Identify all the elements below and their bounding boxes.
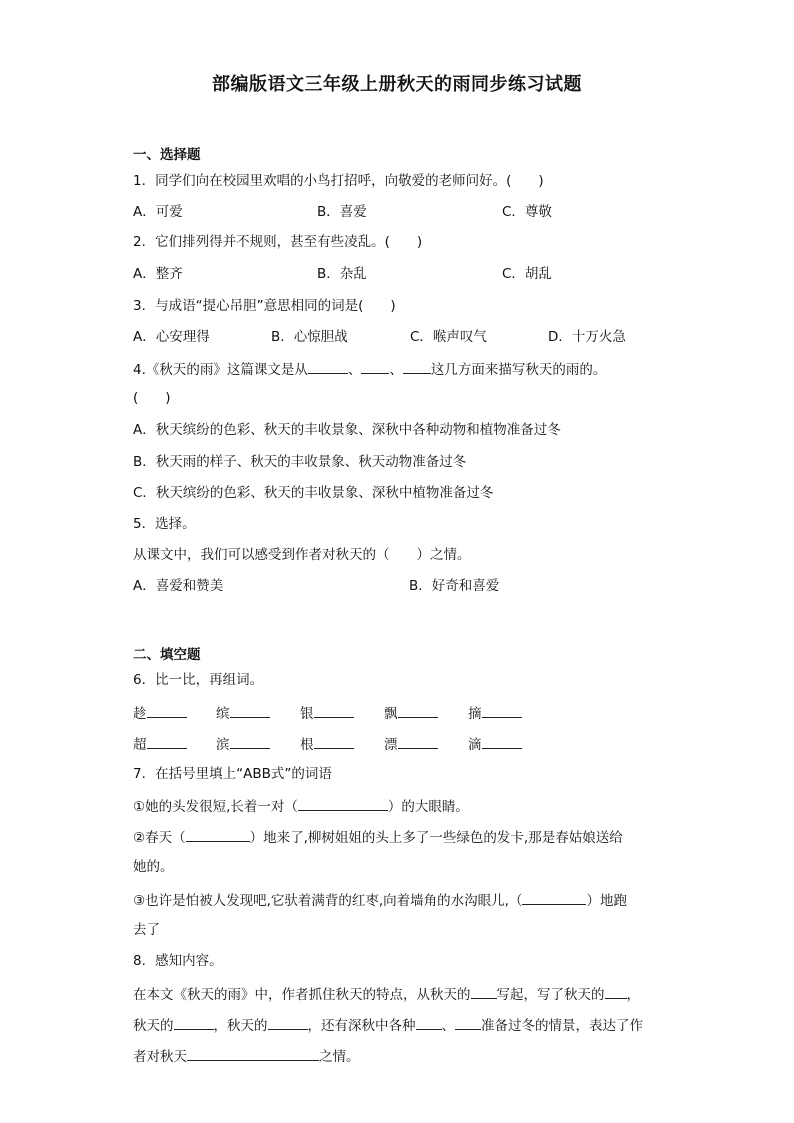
question-5-sub: 从课文中，我们可以感受到作者对秋天的（ ）之情。 xyxy=(133,547,471,563)
q6-row2-item-2: 滨 xyxy=(216,734,270,754)
q8-text: ，秋天的 xyxy=(213,1018,268,1034)
q1-option-a: A．可爱 xyxy=(133,204,183,220)
question-2-stem: 2．它们排列得并不规则，甚至有些凌乱。( ) xyxy=(133,234,423,250)
q6-row2-item-5: 滴 xyxy=(468,734,522,754)
q6-row2-item-3: 根 xyxy=(300,734,354,754)
q5-option-b: B．好奇和喜爱 xyxy=(409,578,500,594)
q6-blank[interactable] xyxy=(230,703,270,718)
q6-blank[interactable] xyxy=(398,703,438,718)
q7-s1-start: ①她的头发很短,长着一对（ xyxy=(133,799,298,815)
q8-text: 在本文《秋天的雨》中，作者抓住秋天的特点，从秋天的 xyxy=(133,987,471,1003)
q8-text: ，还有深秋中各种 xyxy=(307,1018,416,1034)
q8-text: 准备过冬的情景，表达了作 xyxy=(481,1018,643,1034)
q6-blank[interactable] xyxy=(482,703,522,718)
q8-blank-1[interactable] xyxy=(471,984,497,999)
q6-row2-item-1: 超 xyxy=(133,734,187,754)
q6-row1-item-2: 缤 xyxy=(216,703,270,723)
q8-blank-6[interactable] xyxy=(455,1015,481,1030)
q3-option-b: B．心惊胆战 xyxy=(271,329,348,345)
q6-row1-item-1: 趁 xyxy=(133,703,187,723)
q7-s3-start: ③也许是怕被人发现吧,它驮着满背的红枣,向着墙角的水沟眼儿,（ xyxy=(133,893,523,909)
q4-blank-1[interactable] xyxy=(308,359,348,374)
q4-stem-end: 这几方面来描写秋天的雨的。 xyxy=(430,362,607,378)
q7-blank-1[interactable] xyxy=(298,796,388,811)
q7-blank-2[interactable] xyxy=(186,827,250,842)
q7-s2-start: ②春天（ xyxy=(133,830,186,846)
q7-s3-end: ）地跑 xyxy=(586,893,627,909)
q7-s2-end: ）地来了,柳树姐姐的头上多了一些绿色的发卡,那是春姑娘送给 xyxy=(249,830,623,846)
section-heading-choice: 一、选择题 xyxy=(133,147,201,163)
question-8-stem: 8．感知内容。 xyxy=(133,953,223,969)
q3-option-d: D．十万火急 xyxy=(548,329,626,345)
q7-s1-end: ）的大眼睛。 xyxy=(387,799,469,815)
q8-blank-3[interactable] xyxy=(174,1015,214,1030)
q3-option-c: C．喉声叹气 xyxy=(410,329,487,345)
q8-blank-7[interactable] xyxy=(187,1046,319,1061)
q4-stem-start: 4.《秋天的雨》这篇课文是从 xyxy=(133,362,308,378)
q4-option-b: B．秋天雨的样子、秋天的丰收景象、秋天动物准备过冬 xyxy=(133,454,467,470)
q1-option-b: B．喜爱 xyxy=(317,204,367,220)
section-heading-fill: 二、填空题 xyxy=(133,647,201,663)
q2-option-c: C．胡乱 xyxy=(502,266,552,282)
question-7-stem: 7．在括号里填上“ABB式”的词语 xyxy=(133,766,332,782)
q8-line-2 xyxy=(133,1015,643,1035)
question-1-stem: 1．同学们向在校园里欢唱的小鸟打招呼，向敬爱的老师问好。( ) xyxy=(133,173,544,189)
q3-option-a: A．心安理得 xyxy=(133,329,210,345)
q6-blank[interactable] xyxy=(230,734,270,749)
q4-option-c: C．秋天缤纷的色彩、秋天的丰收景象、深秋中植物准备过冬 xyxy=(133,485,494,501)
page-title: 部编版语文三年级上册秋天的雨同步练习试题 xyxy=(212,74,582,95)
q7-sentence-3 xyxy=(133,890,627,910)
q8-blank-4[interactable] xyxy=(268,1015,308,1030)
q6-blank[interactable] xyxy=(147,734,187,749)
q8-line-1 xyxy=(133,984,640,1004)
q4-blank-2[interactable] xyxy=(361,359,389,374)
q6-blank[interactable] xyxy=(314,703,354,718)
q8-text: 者对秋天 xyxy=(133,1049,187,1065)
q6-blank[interactable] xyxy=(398,734,438,749)
q8-text: 、 xyxy=(441,1018,455,1034)
q7-sentence-2-cont: 她的。 xyxy=(133,859,174,875)
q6-row1-item-5: 摘 xyxy=(468,703,522,723)
q6-blank[interactable] xyxy=(147,703,187,718)
q4-option-a: A．秋天缤纷的色彩、秋天的丰收景象、深秋中各种动物和植物准备过冬 xyxy=(133,422,561,438)
q6-blank[interactable] xyxy=(482,734,522,749)
q7-sentence-2 xyxy=(133,827,623,847)
question-5-stem: 5．选择。 xyxy=(133,516,196,532)
q8-blank-5[interactable] xyxy=(416,1015,442,1030)
q1-option-c: C．尊敬 xyxy=(502,204,552,220)
q4-separator-2: 、 xyxy=(389,362,403,378)
q2-option-b: B．杂乱 xyxy=(317,266,367,282)
q8-text: 之情。 xyxy=(319,1049,360,1065)
q8-text: 写起，写了秋天的 xyxy=(496,987,605,1003)
question-4-stem xyxy=(133,359,606,379)
q4-answer-paren: ( ) xyxy=(133,390,171,406)
q6-row1-item-3: 银 xyxy=(300,703,354,723)
q4-blank-3[interactable] xyxy=(403,359,431,374)
q8-text: ， xyxy=(626,987,640,1003)
q8-blank-2[interactable] xyxy=(605,984,627,999)
q5-option-a: A．喜爱和赞美 xyxy=(133,578,224,594)
q7-blank-3[interactable] xyxy=(522,890,586,905)
q4-separator-1: 、 xyxy=(347,362,362,378)
q7-sentence-1 xyxy=(133,796,469,816)
q8-text: 秋天的 xyxy=(133,1018,174,1034)
question-3-stem: 3．与成语“提心吊胆”意思相同的词是( ) xyxy=(133,298,396,314)
q6-blank[interactable] xyxy=(314,734,354,749)
q7-sentence-3-cont: 去了 xyxy=(133,922,160,938)
q8-line-3 xyxy=(133,1046,360,1066)
q6-row2-item-4: 漂 xyxy=(384,734,438,754)
question-6-stem: 6．比一比，再组词。 xyxy=(133,672,264,688)
q6-row1-item-4: 飘 xyxy=(384,703,438,723)
q2-option-a: A．整齐 xyxy=(133,266,183,282)
